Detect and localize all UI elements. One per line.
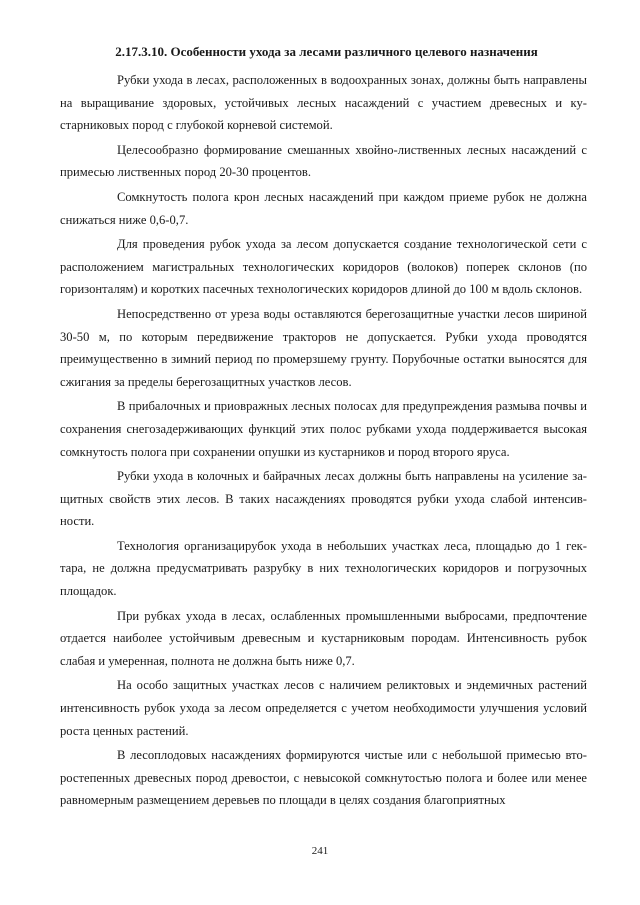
body-text — [60, 69, 587, 814]
paragraph: В прибалочных и приовражных лесных полосах для предупреждения размыва почвы и сохранения снегозадерживающих функций этих полос рубками ухода поддерживается высокая сомкнутость полога при сохранении опушки из кустарников и пород второго яруса. — [60, 399, 587, 459]
paragraph: Сомкнутость полога крон лесных насаждений при каждом приеме рубок не должна снижаться ниже 0,6-0,7. — [60, 189, 587, 227]
paragraph: Непосредственно от уреза воды оставляются берегозащитные участки лесов шириной 30-50 м, по которым передвижение тракторов не допускается. Рубки ухода проводятся преимущественно в зимний период по промерзшему грунту. Порубочные остатки выносятся для сжигания за пределы берегозащитных участков лесов. — [60, 306, 587, 389]
paragraph: Технология организацирубок ухода в небольших участках леса, площадью до 1 гектара, не должна предусматривать разрубку в них технологических коридоров и погрузочных площадок. — [60, 538, 587, 599]
section-heading: 2.17.3.10. Особенности ухода за лесами различного целевого назначения — [115, 44, 538, 59]
paragraph: Рубки ухода в колочных и байрачных лесах должны быть направлены на усиление защитных свойств этих лесов. В таких насаждениях проводятся рубки ухода слабой интенсивности. — [60, 469, 587, 529]
paragraph: При рубках ухода в лесах, ослабленных промышленными выбросами, предпочтение отдается наиболее устойчивым древесным и кустарниковым породам. Интенсивность рубок слабая и умеренная, полнота не должна быть ниже 0,7. — [60, 608, 587, 668]
paragraph: Рубки ухода в лесах, расположенных в водоохранных зонах, должны быть направлены на выращивание здоровых, устойчивых лесных насаждений с участием древесных и кустарниковых пород с глубокой корневой системой. — [60, 73, 587, 133]
paragraph: Для проведения рубок ухода за лесом допускается создание технологической сети с расположением магистральных технологических коридоров (волоков) поперек склонов (по горизонталям) и коротких пасечных технологических коридоров длиной до 100 м вдоль склонов. — [60, 237, 587, 297]
page-number: 241 — [311, 845, 329, 857]
paragraph: В лесоплодовых насаждениях формируются чистые или с небольшой примесью второстепенных древесных пород древостои, с невысокой сомкнутостью полога и более или менее равномерным размещением деревьев по площади в целях создания благоприятных — [60, 748, 587, 808]
paragraph: Целесообразно формирование смешанных хвойно-лиственных лесных насаждений с примесью лиственных пород 20-30 процентов. — [60, 142, 587, 180]
paragraph: На особо защитных участках лесов с наличием реликтовых и эндемичных растений интенсивность рубок ухода за лесом определяется с учетом необходимости улучшения условий роста ценных растений. — [60, 678, 587, 738]
